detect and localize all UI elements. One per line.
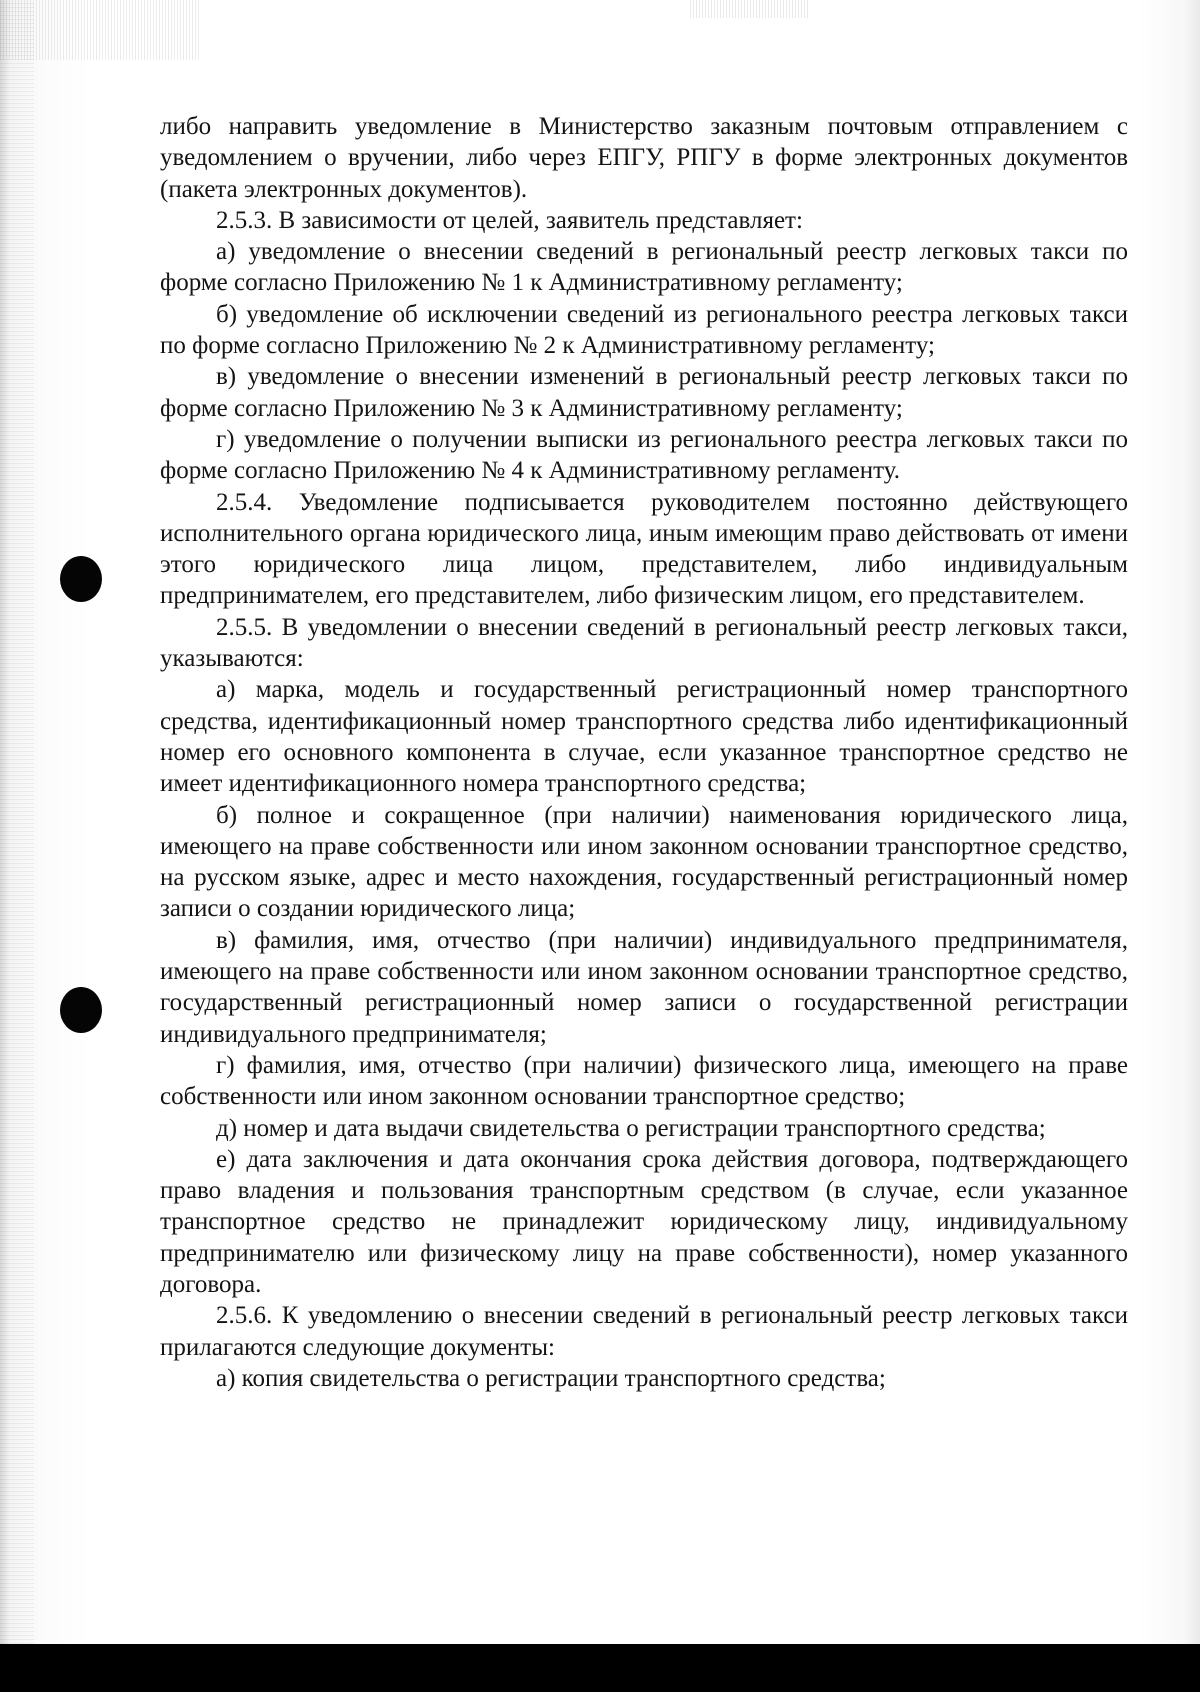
paragraph-2-5-3-g: г) уведомление о получении выписки из регионального реестра легковых такси по форме согласно Приложению № 4 к Административному регламенту.: [160, 425, 1128, 485]
scan-top-smudge-right: [690, 0, 810, 18]
paragraph-2-5-3-b: б) уведомление об исключении сведений из регионального реестра легковых такси по форме согласно Приложению № 2 к Административному регламенту;: [160, 300, 1128, 360]
scan-edge-noise: [0, 0, 34, 1692]
paragraph-continuation: либо направить уведомление в Министерство заказным почтовым отправлением с уведомлением о вручении, либо через ЕПГУ, РПГУ в форме электронных документов (пакета электронных документов).: [160, 113, 1128, 203]
punch-hole-bottom: [60, 987, 102, 1033]
paragraph-2-5-4: 2.5.4. Уведомление подписывается руководителем постоянно действующего исполнительного органа юридического лица, иным имеющим право действовать от имени этого юридического лица лицом, представителем, либо индивидуальным предпринимателем, его представителем, либо физическим лицом, его представителем.: [160, 488, 1128, 610]
paragraph-2-5-5-e: е) дата заключения и дата окончания срока действия договора, подтверждающего право владения и пользования транспортным средством (в случае, если указанное транспортное средство не принадлежит юридическому лицу, индивидуальному предпринимателю или физическому лицу на праве собственности), номер указанного договора.: [160, 1145, 1128, 1298]
paragraph-2-5-5-d: д) номер и дата выдачи свидетельства о регистрации транспортного средства;: [216, 1114, 1046, 1142]
paragraph-2-5-6-a: а) копия свидетельства о регистрации транспортного средства;: [216, 1364, 886, 1392]
paragraph-2-5-5-g: г) фамилия, имя, отчество (при наличии) физического лица, имеющего на праве собственности или ином законном основании транспортное средство;: [160, 1051, 1128, 1111]
paragraph-2-5-6: 2.5.6. К уведомлению о внесении сведений в региональный реестр легковых такси прилагаются следующие документы:: [160, 1302, 1128, 1361]
paragraph-2-5-3-a: а) уведомление о внесении сведений в региональный реестр легковых такси по форме согласно Приложению № 1 к Административному регламенту;: [160, 238, 1128, 297]
paragraph-2-5-3: 2.5.3. В зависимости от целей, заявитель представляет:: [216, 206, 803, 234]
document-body: [160, 111, 1128, 1394]
paragraph-2-5-3-v: в) уведомление о внесении изменений в региональный реестр легковых такси по форме согласно Приложению № 3 к Административному регламенту;: [160, 363, 1128, 422]
scan-top-smudge: [0, 0, 200, 60]
scan-bottom-border: [0, 1644, 1200, 1692]
paragraph-2-5-5-v: в) фамилия, имя, отчество (при наличии) индивидуального предпринимателя, имеющего на праве собственности или ином законном основании транспортное средство, государственный регистрационный номер записи о государственной регистрации индивидуального предпринимателя;: [160, 926, 1128, 1048]
paragraph-2-5-5-a: а) марка, модель и государственный регистрационный номер транспортного средства, идентификационный номер транспортного средства либо идентификационный номер его основного компонента в случае, если указанное транспортное средство не имеет идентификационного номера транспортного средства;: [160, 676, 1128, 798]
paragraph-2-5-5: 2.5.5. В уведомлении о внесении сведений в региональный реестр легковых такси, указываются:: [160, 613, 1128, 673]
paragraph-2-5-5-b: б) полное и сокращенное (при наличии) наименования юридического лица, имеющего на праве собственности или ином законном основании транспортное средство, на русском языке, адрес и место нахождения, государственный регистрационный номер записи о создании юридического лица;: [160, 801, 1128, 923]
punch-hole-top: [60, 556, 102, 602]
